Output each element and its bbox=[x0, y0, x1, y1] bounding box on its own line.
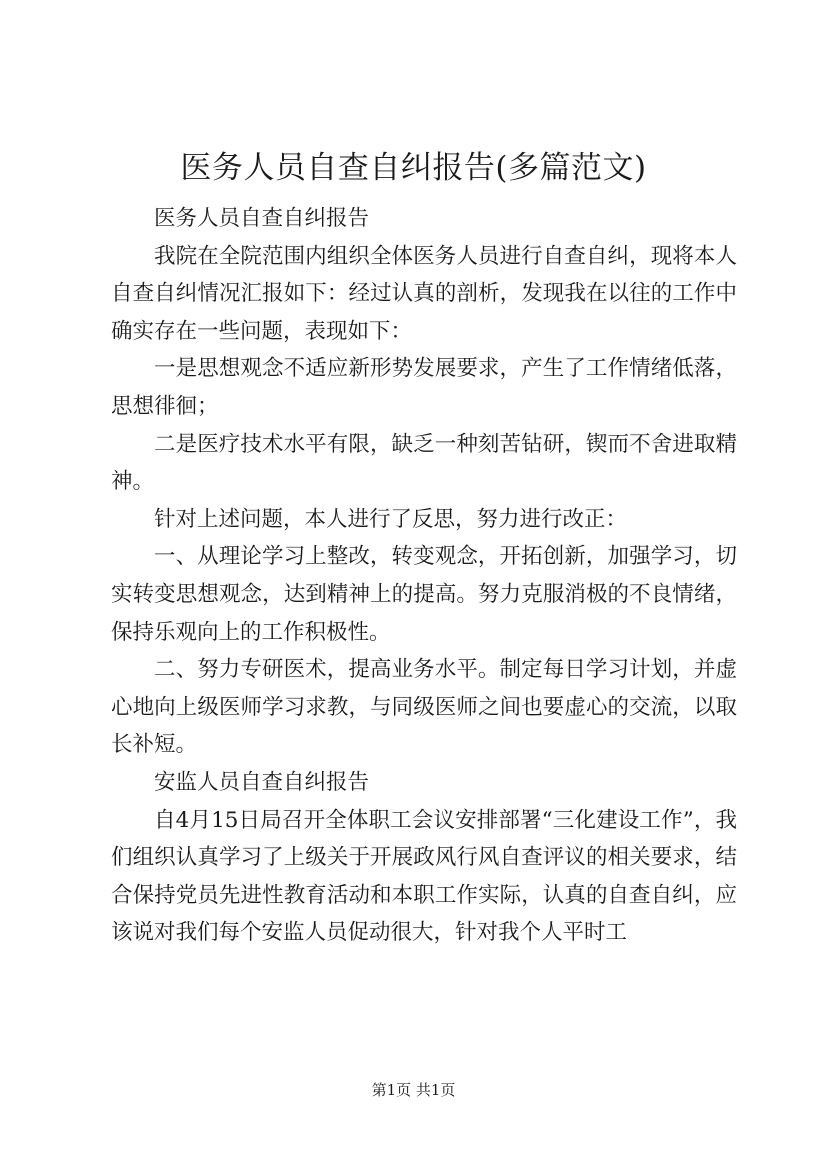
paragraph-heading-1: 医务人员自查自纠报告 bbox=[154, 206, 370, 231]
document-title: 医务人员自查自纠报告(多篇范文) bbox=[180, 150, 647, 186]
document-body bbox=[111, 200, 737, 952]
paragraph: 二、努力专研医术，提高业务水平。制定每日学习计划，并虚心地向上级医师学习求教，与同级医师之间也要虚心的交流，以取长补短。 bbox=[111, 657, 737, 758]
paragraph: 一是思想观念不适应新形势发展要求，产生了工作情绪低落，思想徘徊； bbox=[111, 356, 737, 419]
paragraph: 自4月15日局召开全体职工会议安排部署“三化建设工作”，我们组织认真学习了上级关于开展政风行风自查评议的相关要求，结合保持党员先进性教育活动和本职工作实际，认真的自查自纠，应该说对我们每个安监人员促动很大，针对我个人平时工 bbox=[111, 807, 737, 946]
paragraph: 针对上述问题，本人进行了反思，努力进行改正： bbox=[154, 506, 628, 532]
paragraph: 一、从理论学习上整改，转变观念，开拓创新，加强学习，切实转变思想观念，达到精神上的提高。努力克服消极的不良情绪，保持乐观向上的工作积极性。 bbox=[111, 544, 737, 645]
paragraph-heading-2: 安监人员自查自纠报告 bbox=[154, 769, 370, 795]
paragraph: 二是医疗技术水平有限，缺乏一种刻苦钻研，锲而不舍进取精神。 bbox=[111, 431, 737, 495]
paragraph: 我院在全院范围内组织全体医务人员进行自查自纠，现将本人自查自纠情况汇报如下：经过认真的剖析，发现我在以往的工作中确实存在一些问题，表现如下： bbox=[111, 243, 737, 344]
page-number-footer: 第1页 共1页 bbox=[371, 1081, 456, 1099]
